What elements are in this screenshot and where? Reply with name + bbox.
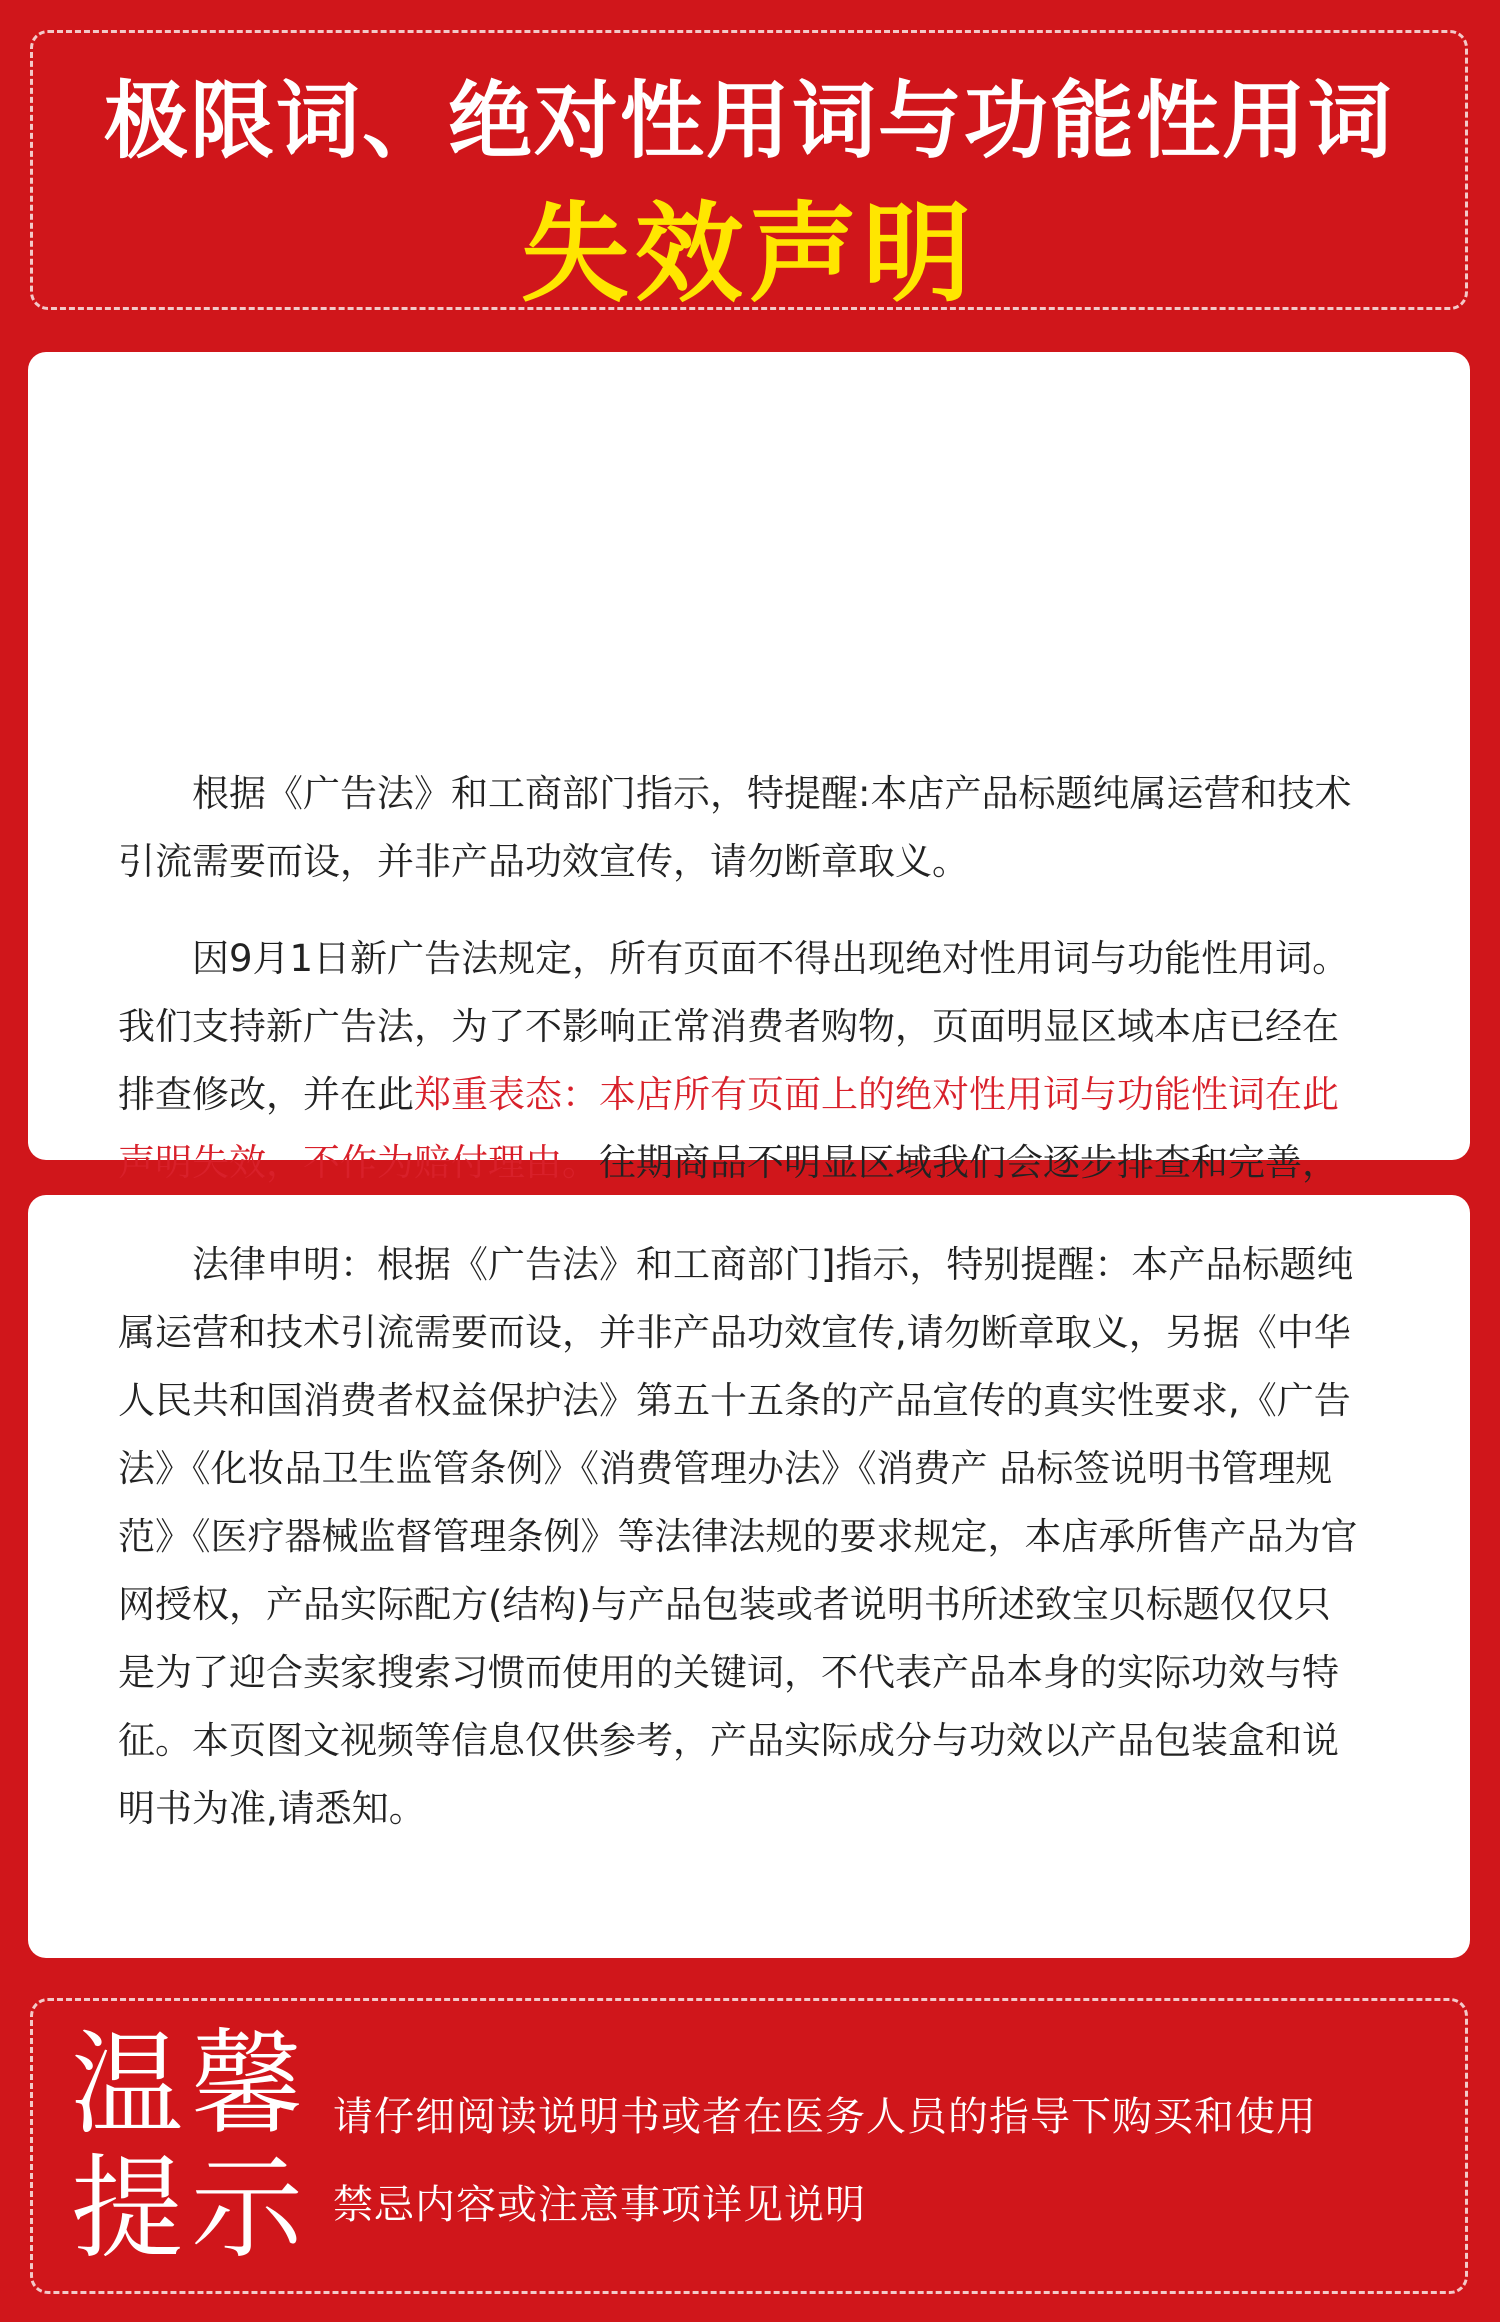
page-title: 极限词、绝对性用词与功能性用词 [103, 72, 1394, 170]
warm-tips-line-1: 请仔细阅读说明书或者在医务人员的指导下购买和使用 [333, 2094, 1317, 2140]
legal-statement-paragraph: 法律申明：根据《广告法》和工商部门]指示，特别提醒：本产品标题纯属运营和技术引流需要而设，并非产品功效宣传,请勿断章取义，另据《中华人民共和国消费者权益保护法》第五十五条的产品宣传的真实性要求,《广告法》《化妆品卫生监管条例》《消费管理办法》《消费产 品标签说明书管理规范》《医疗器械监督管理条例》等法律法规的要求规定，本店承所售产品为官网授权，产品实际配方(结构)与产品包装或者说明书所述致宝贝标题仅仅只是为了迎合卖家搜索习惯而使用的关键词，不代表产品本身的实际功效与特征。本页图文视频等信息仅供参考，产品实际成分与功效以产品包装盒和说明书为准,请悉知。 [118, 1243, 1358, 1830]
notice-paragraph-2-tail: 往期商品不明显区域我们会逐步排查和完善， [599, 1141, 1339, 1184]
header-banner [30, 30, 1468, 317]
warm-tips-heading: 温馨提示 [71, 2020, 311, 2274]
notice-paragraph-1: 根据《广告法》和工商部门指示，特提醒:本店产品标题纯属运营和技术引流需要而设，并非产品功效宣传，请勿断章取义。 [118, 772, 1352, 883]
notice-paragraph-2-text: 因9月1日新广告法规定，所有页面不得出现绝对性用词与功能性用词。我们支持新广告法，为了不影响正常消费者购物，页面明显区域本店已经在排查修改，并在此 [118, 937, 1350, 1116]
page-subtitle: 失效声明 [520, 192, 977, 317]
warm-tips-line-2: 禁忌内容或注意事项详见说明 [333, 2182, 866, 2228]
warm-tips-box [30, 1998, 1468, 2294]
notice-card-advertising-law [28, 352, 1470, 1184]
notice-highlight: 郑重表态：本店所有页面上的绝对性用词与功能性词在此声明失效，不作为赔付理由。 [118, 1073, 1339, 1184]
legal-statement-card [28, 1195, 1470, 1958]
